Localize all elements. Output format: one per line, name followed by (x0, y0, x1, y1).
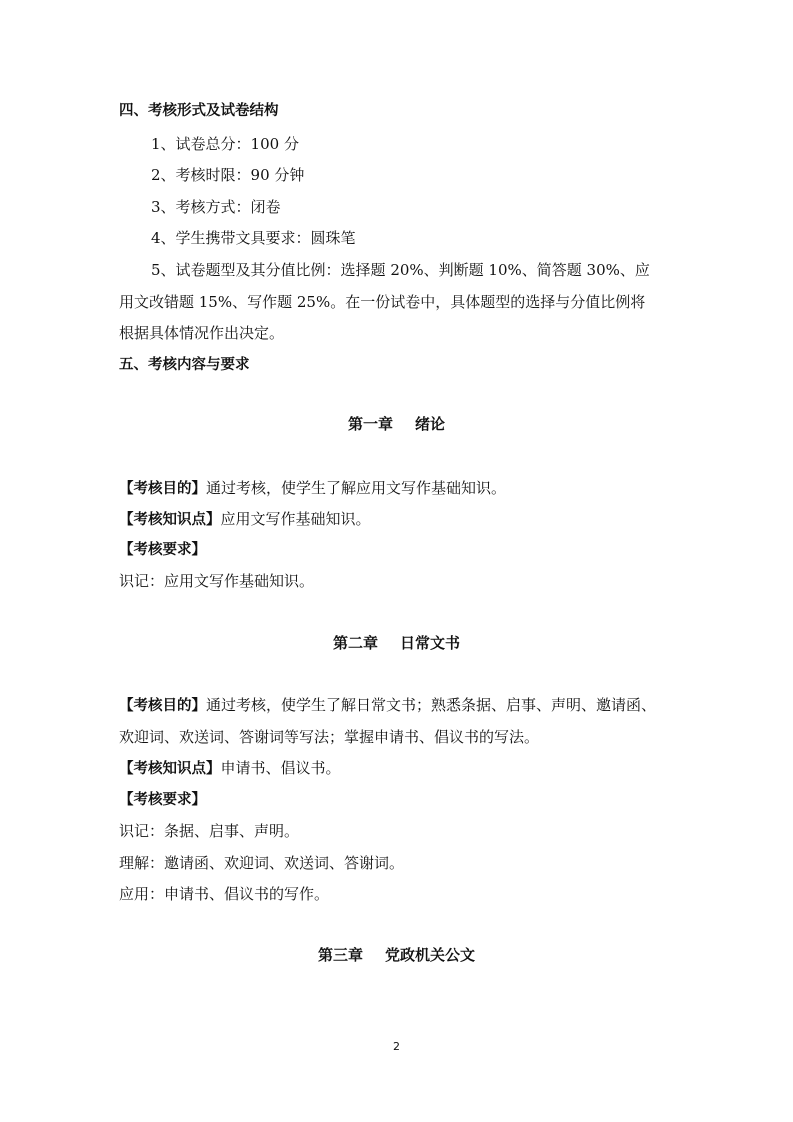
chapter1-title (0, 414, 793, 434)
goal-text: 通过考核，使学生了解应用文写作基础知识。 (206, 479, 507, 497)
chapter1-points (119, 509, 371, 530)
chapter2-req-line: 理解：邀请函、欢迎词、欢送词、答谢词。 (119, 854, 405, 872)
section4-heading: 四、考核形式及试卷结构 (119, 103, 279, 119)
exam-question-types-cont2: 根据具体情况作出决定。 (119, 324, 285, 342)
goal-tag: 【考核目的】 (119, 698, 206, 714)
chapter2-goal (119, 695, 656, 716)
chapter2-number: 第二章 (332, 634, 378, 652)
points-tag: 【考核知识点】 (119, 761, 221, 777)
points-text: 申请书、倡议书。 (220, 759, 341, 777)
chapter1-goal (119, 478, 506, 499)
chapter3-title (0, 945, 793, 965)
exam-total-score: 1、试卷总分：100 分 (151, 135, 299, 153)
points-text: 应用文写作基础知识。 (220, 510, 371, 528)
chapter2-title (0, 633, 793, 653)
chapter1-name: 绪论 (415, 415, 446, 433)
chapter1-req-tag: 【考核要求】 (119, 542, 206, 558)
goal-tag: 【考核目的】 (119, 481, 206, 497)
chapter1-req-line: 识记：应用文写作基础知识。 (119, 572, 315, 590)
chapter2-req-line: 识记：条据、启事、声明。 (119, 822, 300, 840)
chapter2-req-tag: 【考核要求】 (119, 792, 206, 808)
chapter3-name: 党政机关公文 (385, 946, 476, 964)
exam-method: 3、考核方式：闭卷 (151, 198, 281, 216)
chapter3-number: 第三章 (317, 946, 363, 964)
chapter2-name: 日常文书 (400, 634, 461, 652)
points-tag: 【考核知识点】 (119, 512, 221, 528)
chapter2-points (119, 758, 341, 779)
exam-time-limit: 2、考核时限：90 分钟 (151, 166, 305, 184)
chapter2-req-line: 应用：申请书、倡议书的写作。 (119, 885, 330, 903)
exam-question-types: 5、试卷题型及其分值比例：选择题 20%、判断题 10%、简答题 30%、应 (151, 261, 650, 279)
exam-question-types-cont1: 用文改错题 15%、写作题 25%。在一份试卷中，具体题型的选择与分值比例将 (119, 293, 646, 311)
exam-stationery: 4、学生携带文具要求：圆珠笔 (151, 229, 356, 247)
page-number: 2 (393, 1040, 400, 1053)
goal-text: 通过考核，使学生了解日常文书；熟悉条据、启事、声明、邀请函、 (206, 696, 657, 714)
section5-heading: 五、考核内容与要求 (119, 357, 250, 373)
chapter1-number: 第一章 (347, 415, 393, 433)
chapter2-goal-cont: 欢迎词、欢送词、答谢词等写法；掌握申请书、倡议书的写法。 (119, 728, 540, 746)
